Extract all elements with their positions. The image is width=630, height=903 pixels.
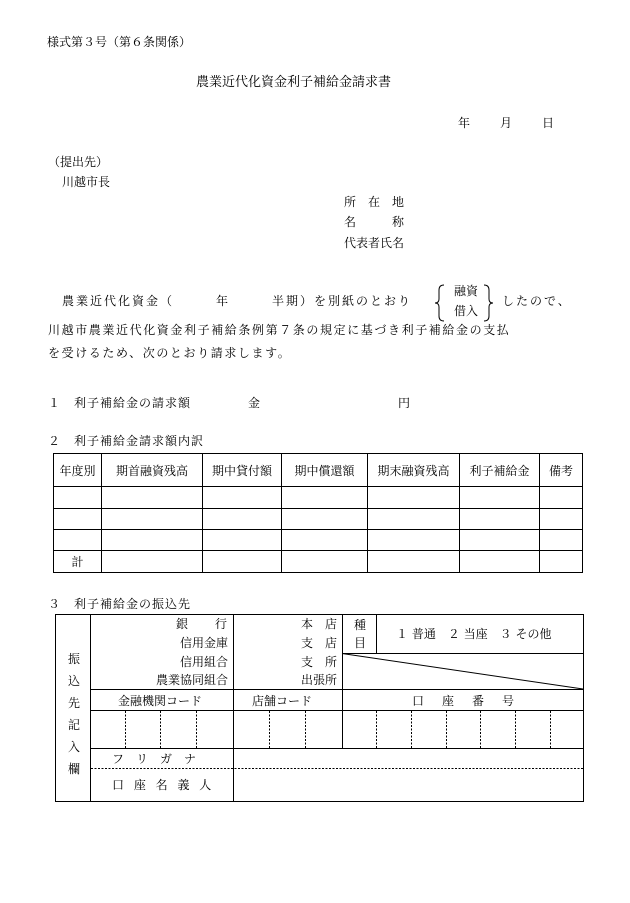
header-opening-balance: 期首融資残高 — [102, 454, 203, 487]
form-number: 様式第３号（第６条関係） — [47, 35, 192, 49]
side-label-char: 先 — [68, 696, 81, 710]
side-label-char: 欄 — [68, 762, 81, 776]
section1-label: １ 利子補給金の請求額 — [48, 396, 192, 410]
bank-type-bank: 銀 行 — [175, 617, 228, 631]
account-number-label: 口 座 番 号 — [412, 694, 518, 708]
section1-kin: 金 — [248, 396, 261, 410]
transfer-box — [55, 614, 584, 802]
right-brace-icon — [482, 284, 494, 322]
total-row — [54, 551, 583, 573]
applicant-representative-label: 代表者氏名 — [344, 236, 405, 250]
recipient-name: 川越市長 — [62, 175, 111, 189]
body-text-line2: 川越市農業近代化資金利子補給条例第７条の規定に基づき利子補給金の支払 — [48, 323, 511, 337]
table-row — [54, 487, 583, 509]
side-label-char: 記 — [68, 718, 81, 732]
side-label-char: 振 — [68, 652, 81, 666]
account-name-label: 口 座 名 義 人 — [112, 778, 215, 792]
header-repayment: 期中償還額 — [282, 454, 368, 487]
branch-type-branch: 支 店 — [300, 636, 337, 650]
header-closing-balance: 期末融資残高 — [368, 454, 460, 487]
page-title: 農業近代化資金利子補給金請求書 — [196, 75, 392, 90]
header-interest-subsidy: 利子補給金 — [460, 454, 540, 487]
option-financing: 融資 — [454, 284, 479, 298]
header-remarks: 備考 — [540, 454, 583, 487]
date-day: 日 — [542, 116, 555, 130]
bank-code-label: 金融機関コード — [118, 694, 203, 708]
header-year: 年度別 — [54, 454, 102, 487]
bank-type-shinkumi: 信用組合 — [179, 655, 228, 669]
recipient-label: （提出先） — [48, 155, 109, 169]
kind-label-char: 種 — [354, 618, 367, 632]
body-text-line3: を受けるため、次のとおり請求します。 — [48, 346, 292, 360]
section1-yen: 円 — [398, 396, 411, 410]
total-label: 計 — [54, 551, 102, 573]
kind-label-char: 目 — [354, 636, 367, 650]
furigana-label: フ リ ガ ナ — [112, 752, 197, 766]
body-text-part2: したので、 — [502, 294, 572, 308]
body-text-part1: 農業近代化資金（ 年 半期）を別紙のとおり — [62, 294, 413, 308]
branch-type-main: 本 店 — [300, 617, 337, 631]
table-row — [54, 530, 583, 551]
bank-type-ja: 農業協同組合 — [155, 673, 228, 687]
breakdown-table — [53, 453, 583, 573]
branch-type-office: 出張所 — [300, 673, 337, 687]
applicant-name-label: 名 称 — [344, 215, 405, 229]
bank-type-shinkin: 信用金庫 — [179, 636, 228, 650]
left-brace-icon — [434, 284, 446, 322]
header-loan-amount: 期中貸付額 — [203, 454, 282, 487]
section2-label: ２ 利子補給金請求額内訳 — [48, 434, 205, 448]
date-month: 月 — [500, 116, 513, 130]
section3-label: ３ 利子補給金の振込先 — [48, 597, 192, 611]
option-borrowing: 借入 — [454, 304, 479, 318]
side-label-char: 入 — [68, 740, 81, 754]
applicant-address-label: 所 在 地 — [344, 195, 405, 209]
table-row — [54, 509, 583, 530]
branch-code-label: 店舗コード — [252, 694, 313, 708]
account-type-options: １ 普通 ２ 当座 ３ その他 — [396, 627, 552, 641]
date-year: 年 — [458, 116, 471, 130]
branch-type-subbranch: 支 所 — [300, 655, 337, 669]
side-label-char: 込 — [68, 674, 81, 688]
